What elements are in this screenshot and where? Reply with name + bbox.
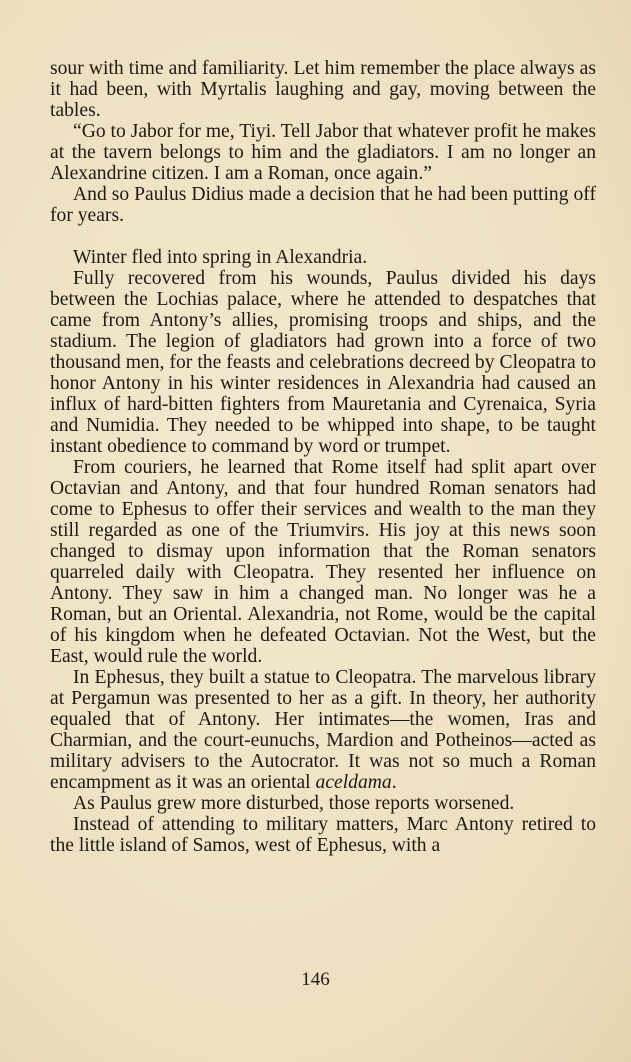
- paragraph-6: From couriers, he learned that Rome itself had split apart over Octavian and Antony, and that four hundred Roman senators had come to Ephesus to offer their services and wealth to the man they still regarded as one of the Triumvirs. His joy at this news soon changed to dismay upon information that the Roman senators quarreled daily with Cleopatra. They resented her influence on Antony. They saw in him a changed man. No longer was he a Roman, but an Oriental. Alexandria, not Rome, would be the capital of his kingdom when he defeated Octavian. Not the West, but the East, would rule the world.: [50, 457, 596, 667]
- page-number: 146: [301, 969, 330, 990]
- paragraph-7: [50, 667, 596, 793]
- paragraph-7-end: .: [391, 772, 397, 793]
- paragraph-8: As Paulus grew more disturbed, those reports worsened.: [73, 793, 515, 814]
- paragraph-3: And so Paulus Didius made a decision that he had been putting off for years.: [50, 184, 596, 226]
- paragraph-7-text: In Ephesus, they built a statue to Cleopatra. The marvelous library at Pergamun was presented to her as a gift. In theory, her authority equaled that of Antony. Her intimates—the women, Iras and Charmian, and the court-eunuchs, Mardion and Potheinos—acted as military advisers to the Autocrator. It was not so much a Roman encampment as it was an oriental: [50, 667, 596, 793]
- paragraph-9: Instead of attending to military matters, Marc Antony retired to the little island of Samos, west of Ephesus, with a: [50, 814, 596, 856]
- paragraph-1: sour with time and familiarity. Let him remember the place always as it had been, with Myrtalis laughing and gay, moving between the tables.: [50, 58, 596, 121]
- paragraph-2: “Go to Jabor for me, Tiyi. Tell Jabor that whatever profit he makes at the tavern belongs to him and the gladiators. I am no longer an Alexandrine citizen. I am a Roman, once again.”: [50, 121, 596, 184]
- paragraph-4: Winter fled into spring in Alexandria.: [73, 247, 368, 268]
- body-text: [50, 58, 596, 856]
- paragraph-5: Fully recovered from his wounds, Paulus divided his days between the Lochias palace, where he attended to despatches that came from Antony’s allies, promising troops and ships, and the stadium. The legion of gladiators had grown into a force of two thousand men, for the feasts and celebrations decreed by Cleopatra to honor Antony in his winter residences in Alexandria had caused an influx of hard-bitten fighters from Mauretania and Cyrenaica, Syria and Numidia. They needed to be whipped into shape, to be taught instant obedience to command by word or trumpet.: [50, 268, 596, 457]
- paragraph-7-italic: aceldama: [315, 772, 392, 793]
- section-break: [50, 226, 596, 247]
